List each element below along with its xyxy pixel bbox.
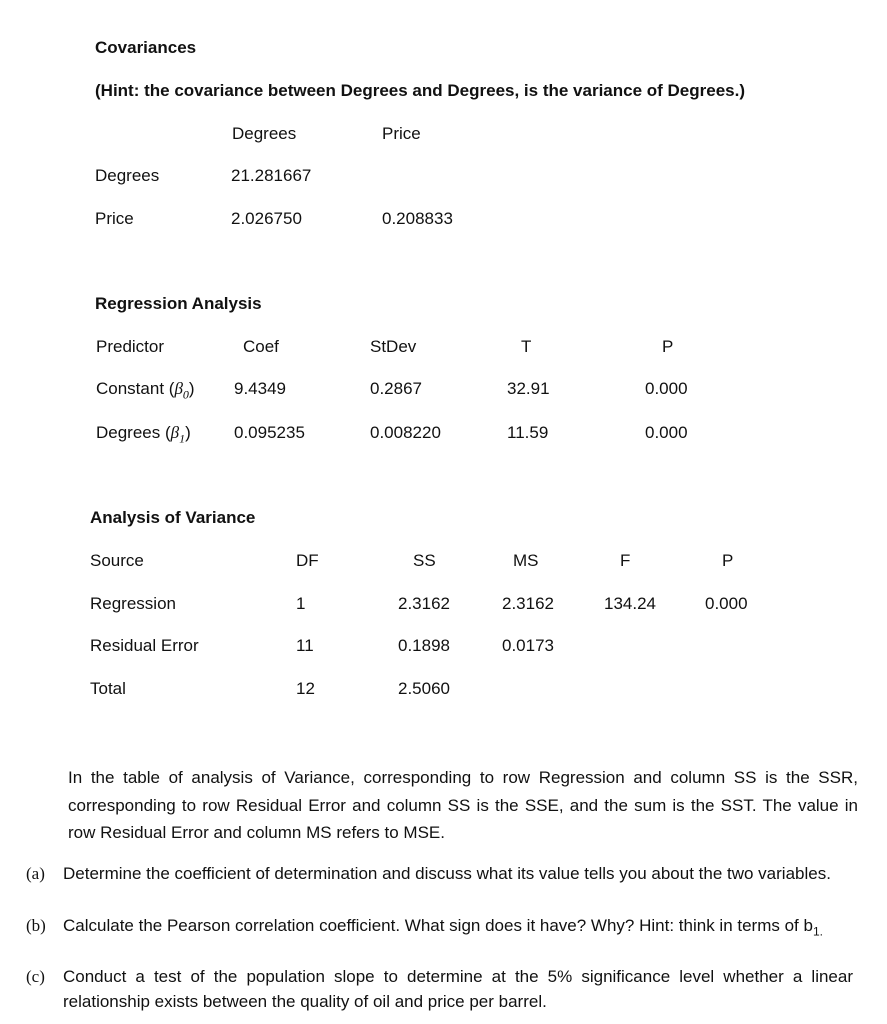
- beta-1-subscript: 1: [179, 431, 186, 446]
- anova-total-df: 12: [296, 679, 315, 698]
- question-a-label: (a): [26, 864, 45, 883]
- anova-total-ss: 2.5060: [398, 679, 450, 698]
- question-b-label: (b): [26, 916, 46, 935]
- covariances-title: Covariances: [95, 38, 197, 57]
- reg-degrees-p: 0.000: [645, 423, 688, 442]
- reg-constant-stdev: 0.2867: [370, 379, 422, 398]
- beta-0-subscript: 0: [182, 387, 189, 402]
- reg-predictor-constant-label: Constant (: [96, 379, 175, 398]
- reg-degrees-t: 11.59: [507, 423, 549, 442]
- reg-degrees-stdev: 0.008220: [370, 423, 441, 442]
- cov-col-header-degrees: Degrees: [232, 124, 297, 143]
- reg-header-t: T: [521, 337, 532, 356]
- anova-regression-source: Regression: [90, 594, 176, 613]
- question-c-text: Conduct a test of the population slope to determine at the 5% significance level whether a linear relationship exists between the quality of oil and price per barrel.: [63, 967, 853, 1011]
- anova-header-ms: MS: [513, 551, 539, 570]
- reg-header-p: P: [662, 337, 674, 356]
- reg-constant-p: 0.000: [645, 379, 688, 398]
- cov-row-label-price: Price: [95, 209, 134, 228]
- question-c-label: (c): [26, 967, 45, 986]
- reg-constant-t: 32.91: [507, 379, 550, 398]
- covariances-hint: (Hint: the covariance between Degrees and Degrees, is the variance of Degrees.): [95, 81, 746, 100]
- cov-price-price: 0.208833: [382, 209, 453, 228]
- cov-degrees-degrees: 21.281667: [231, 166, 312, 185]
- question-b-text: [63, 913, 853, 938]
- reg-header-coef: Coef: [243, 337, 279, 356]
- anova-regression-ss: 2.3162: [398, 594, 450, 613]
- anova-header-source: Source: [90, 551, 144, 570]
- question-a-text: Determine the coefficient of determination and discuss what its value tells you about the two variables.: [63, 864, 831, 883]
- anova-total-source: Total: [90, 679, 126, 698]
- anova-residual-ss: 0.1898: [398, 636, 450, 655]
- reg-header-predictor: Predictor: [96, 337, 165, 356]
- cov-col-header-price: Price: [382, 124, 421, 143]
- anova-residual-df: 11: [296, 636, 314, 655]
- cov-price-degrees: 2.026750: [231, 209, 302, 228]
- anova-residual-ms: 0.0173: [502, 636, 554, 655]
- reg-predictor-degrees-label: Degrees (: [96, 423, 171, 442]
- reg-degrees-coef: 0.095235: [234, 423, 305, 442]
- reg-predictor-degrees-close: ): [185, 423, 191, 442]
- question-b-subscript: 1.: [812, 924, 823, 939]
- anova-regression-p: 0.000: [705, 594, 748, 613]
- anova-header-p: P: [722, 551, 734, 570]
- anova-header-df: DF: [296, 551, 319, 570]
- reg-header-stdev: StDev: [370, 337, 417, 356]
- anova-header-f: F: [620, 551, 631, 570]
- regression-title: Regression Analysis: [95, 294, 262, 313]
- anova-regression-ms: 2.3162: [502, 594, 554, 613]
- anova-header-ss: SS: [413, 551, 436, 570]
- anova-residual-source: Residual Error: [90, 636, 199, 655]
- reg-row-constant-predictor: [96, 379, 195, 402]
- reg-row-degrees-predictor: [96, 423, 191, 446]
- cov-row-label-degrees: Degrees: [95, 166, 160, 185]
- reg-constant-coef: 9.4349: [234, 379, 286, 398]
- anova-title: Analysis of Variance: [90, 508, 256, 527]
- reg-predictor-constant-close: ): [188, 379, 195, 398]
- beta-1-symbol: β: [170, 423, 180, 442]
- anova-regression-df: 1: [296, 594, 306, 613]
- explanation-paragraph: In the table of analysis of Variance, corresponding to row Regression and column SS is the SSR, corresponding to row Residual Error and column SS is the SSE, and the sum is the SST. The value in row Residual Error and column MS refers to MSE.: [68, 768, 858, 842]
- beta-0-symbol: β: [174, 379, 183, 398]
- question-b-body: Calculate the Pearson correlation coefficient. What sign does it have? Why? Hint: think in terms of b: [63, 916, 813, 935]
- anova-regression-f: 134.24: [604, 594, 656, 613]
